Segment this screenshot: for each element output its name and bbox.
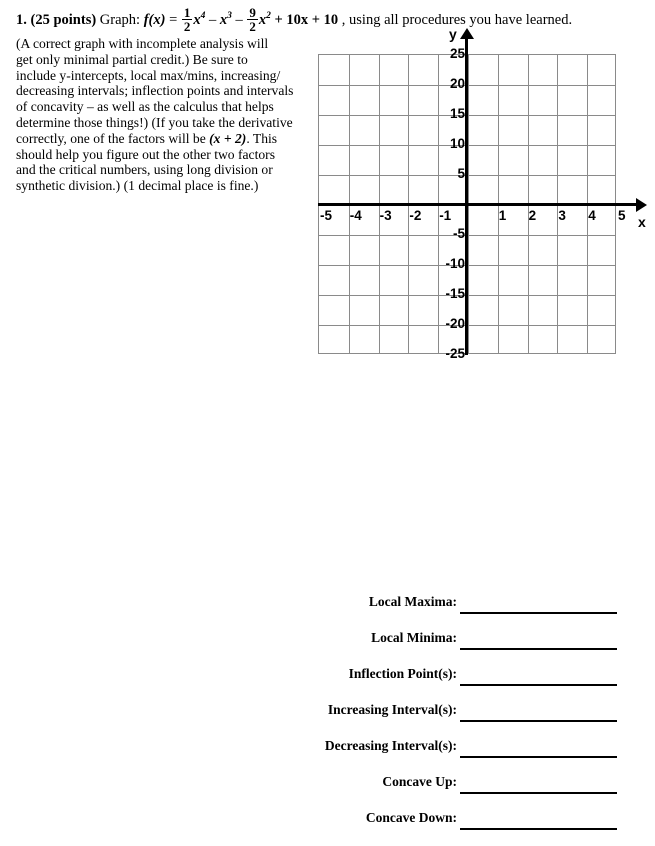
y-axis-tick-label: 5 (457, 166, 465, 181)
function-name: f(x) (143, 12, 166, 29)
answer-blank-line[interactable] (460, 684, 617, 686)
x-axis-tick-label: 3 (558, 208, 566, 223)
question-points: (25 points) (30, 12, 97, 29)
answer-blank-line[interactable] (460, 828, 617, 830)
fraction-denominator: 2 (183, 19, 191, 35)
y-axis-line (465, 38, 468, 355)
answer-label: Increasing Interval(s): (327, 702, 457, 717)
x-axis-arrow-icon (636, 198, 647, 212)
question-verb: Graph: (99, 12, 141, 29)
answer-label: Local Minima: (371, 630, 457, 645)
answer-label: Concave Down: (365, 810, 457, 825)
term3-variable: x (258, 12, 267, 29)
answer-blank-line[interactable] (460, 756, 617, 758)
answer-blank-line[interactable] (460, 612, 617, 614)
instructions-line-with-factor (16, 131, 316, 147)
instructions-line: include y-intercepts, local max/mins, increasing/ (16, 67, 281, 83)
instructions-line: should help you figure out the other two factors (16, 146, 275, 162)
instructions-line: of concavity – as well as the calculus that helps (16, 99, 274, 115)
instructions-paragraph (16, 36, 316, 194)
equals-sign: = (169, 12, 178, 29)
answer-blank-line[interactable] (460, 720, 617, 722)
answer-row (60, 594, 620, 630)
answer-label: Decreasing Interval(s): (324, 738, 457, 753)
y-axis-tick-label: -10 (445, 256, 465, 271)
y-axis-tick-label: -25 (445, 346, 465, 361)
x-axis-tick-label: 4 (588, 208, 596, 223)
answer-label: Local Maxima: (368, 594, 457, 609)
term1-exponent: 4 (200, 11, 206, 22)
term4-linear-constant: + 10x + 10 (274, 12, 339, 29)
y-axis-tick-label: -20 (445, 316, 465, 331)
term2-variable: x (219, 12, 228, 29)
y-axis-tick-label: 10 (449, 136, 465, 151)
instructions-line-part: . This (246, 130, 278, 146)
instructions-line: determine those things!) (If you take the derivative (16, 114, 293, 130)
question-number: 1. (16, 12, 27, 29)
answer-row (60, 738, 620, 774)
y-axis-tick-label: 25 (449, 46, 465, 61)
answer-label: Concave Up: (382, 774, 457, 789)
answer-label: Inflection Point(s): (348, 666, 457, 681)
fraction-numerator: 9 (249, 5, 256, 20)
y-axis-tick-label: 20 (449, 76, 465, 91)
fraction-one-half (182, 6, 193, 34)
answer-lines-section (60, 594, 620, 846)
instructions-line: (A correct graph with incomplete analysis will (16, 36, 269, 51)
answer-row (60, 774, 620, 810)
instructions-line: synthetic division.) (1 decimal place is fine.) (16, 178, 259, 194)
instructions-line-part: correctly, one of the factors will be (16, 130, 210, 146)
y-axis-tick-label: -5 (452, 226, 465, 241)
function-equation (143, 5, 342, 35)
fraction-nine-halves (247, 6, 258, 34)
term2-exponent: 3 (227, 11, 232, 22)
term3-exponent: 2 (266, 11, 271, 22)
operator-2: – (235, 12, 243, 29)
x-axis-tick-label: -1 (439, 208, 452, 223)
instructions-line: and the critical numbers, using long division or (16, 162, 273, 178)
answer-row (60, 810, 620, 846)
x-axis-tick-label: -5 (320, 208, 333, 223)
y-axis-tick-label: 15 (449, 106, 465, 121)
answer-blank-line[interactable] (460, 648, 617, 650)
question-tail-text: , using all procedures you have learned. (341, 12, 573, 29)
y-axis-label: y (449, 26, 457, 42)
factor-hint: (x + 2) (209, 130, 247, 146)
x-axis-tick-label: 1 (498, 208, 507, 223)
x-axis-label: x (638, 214, 646, 230)
x-axis-tick-label: -3 (379, 208, 392, 223)
answer-row (60, 702, 620, 738)
answer-row (60, 630, 620, 666)
answer-blank-line[interactable] (460, 792, 617, 794)
x-axis-line (318, 203, 638, 206)
y-axis-arrow-icon (460, 28, 474, 39)
instructions-line: get only minimal partial credit.) Be sure to (16, 51, 248, 67)
x-axis-tick-label: 2 (528, 208, 537, 223)
x-axis-tick-label: -2 (409, 208, 422, 223)
x-axis-tick-label: 5 (618, 208, 626, 223)
operator-1: – (209, 12, 217, 29)
y-axis-tick-label: -15 (445, 286, 465, 301)
answer-row (60, 666, 620, 702)
fraction-denominator: 2 (249, 19, 256, 35)
fraction-numerator: 1 (183, 5, 191, 20)
x-axis-tick-label: -4 (349, 208, 362, 223)
term1-variable: x (193, 12, 201, 29)
instructions-line: decreasing intervals; inflection points and intervals (16, 83, 294, 99)
coordinate-grid-graph (318, 24, 648, 364)
